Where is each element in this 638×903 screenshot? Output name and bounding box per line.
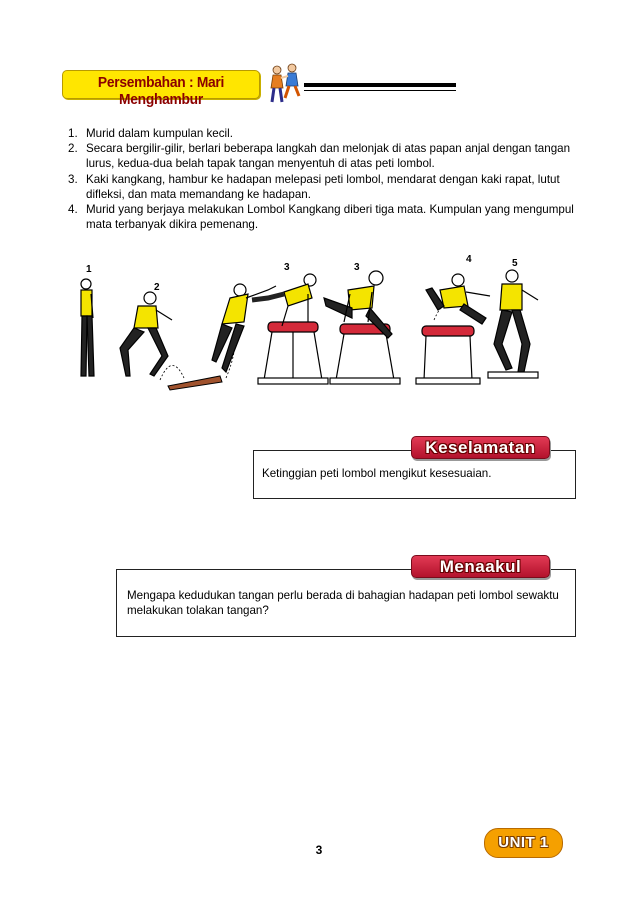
list-item: 4. Murid yang berjaya melakukan Lombol Kangkang diberi tiga mata. Kumpulan yang mengumpul mata terbanyak dikira pemenang.	[68, 203, 574, 232]
list-item: 2. Secara bergilir-gilir, berlari beberapa langkah dan melonjak di atas papan anjal dengan tangan lurus, kedua-dua belah tapak tangan menyentuh di atas peti lombol.	[68, 142, 571, 171]
figure-landing	[488, 270, 538, 378]
figure-support	[252, 274, 316, 326]
figure-label: 1	[86, 264, 92, 275]
safety-note-text: Ketinggian peti lombol mengikut kesesuaian.	[262, 467, 492, 480]
header-rule-thick	[304, 83, 456, 87]
reflection-badge: Menaakul	[411, 555, 550, 578]
figure-label: 2	[154, 282, 160, 293]
page-number: 3	[315, 843, 323, 857]
gymnasts-icon	[268, 62, 302, 106]
instruction-list	[68, 126, 578, 232]
figure-label: 4	[466, 254, 472, 265]
list-item: 3. Kaki kangkang, hambur ke hadapan melepasi peti lombol, mendarat dengan kaki rapat, lutut difleksi, dan mata memandang ke hadapan.	[68, 172, 560, 201]
header-rule-thin	[304, 90, 456, 91]
safety-badge: Keselamatan	[411, 436, 550, 459]
figure-running	[120, 292, 172, 376]
figure-flight	[426, 274, 490, 324]
reflection-note-box	[116, 569, 576, 637]
page-title: Persembahan : Mari Menghambur	[97, 74, 225, 108]
figure-label: 5	[512, 258, 518, 269]
list-item: 1. Murid dalam kumpulan kecil.	[68, 127, 233, 140]
reflection-question-text: Mengapa kedudukan tangan perlu berada di bahagian hadapan peti lombol sewaktu melakukan tolakan tangan?	[127, 589, 559, 617]
unit-badge: UNIT 1	[484, 828, 563, 858]
vault-sequence-illustration	[72, 248, 562, 396]
figure-standing	[81, 279, 94, 376]
vault-box	[416, 326, 480, 384]
title-banner	[62, 70, 260, 108]
vault-box	[258, 322, 328, 384]
figure-label: 3	[354, 262, 360, 273]
springboard	[168, 376, 222, 390]
figure-label: 3	[284, 262, 290, 273]
